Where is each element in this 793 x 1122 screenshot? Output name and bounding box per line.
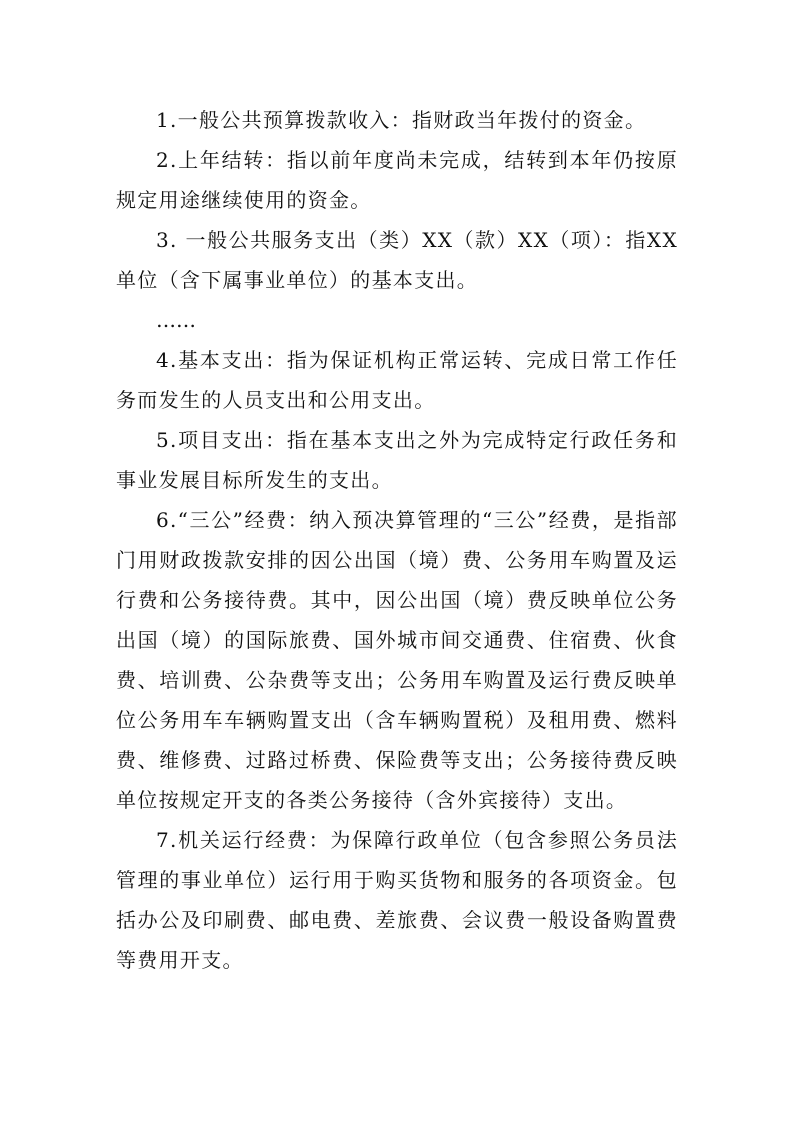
paragraph-2: 2.上年结转：指以前年度尚未完成，结转到本年仍按原规定用途继续使用的资金。 [116, 148, 678, 212]
paragraph-3: 3. 一般公共服务支出（类）XX（款）XX（项）：指XX单位（含下属事业单位）的基本支出。 [116, 228, 678, 292]
paragraph-6: 6.“三公”经费：纳入预决算管理的“三公”经费，是指部门用财政拨款安排的因公出国（境）费、公务用车购置及运行费和公务接待费。其中，因公出国（境）费反映单位公务出国（境）的国际旅费、国外城市间交通费、住宿费、伙食费、培训费、公杂费等支出；公务用车购置及运行费反映单位公务用车车辆购置支出（含车辆购置税）及租用费、燃料费、维修费、过路过桥费、保险费等支出；公务接待费反映单位按规定开支的各类公务接待（含外宾接待）支出。 [116, 508, 678, 812]
document-body [116, 100, 678, 980]
paragraph-1: 1.一般公共预算拨款收入：指财政当年拨付的资金。 [156, 108, 647, 132]
paragraph-5: 5.项目支出：指在基本支出之外为完成特定行政任务和事业发展目标所发生的支出。 [116, 428, 678, 492]
ellipsis-paragraph: …… [156, 308, 196, 332]
paragraph-7: 7.机关运行经费：为保障行政单位（包含参照公务员法管理的事业单位）运行用于购买货物和服务的各项资金。包括办公及印刷费、邮电费、差旅费、会议费一般设备购置费等费用开支。 [116, 828, 678, 972]
paragraph-4: 4.基本支出：指为保证机构正常运转、完成日常工作任务而发生的人员支出和公用支出。 [116, 348, 678, 412]
